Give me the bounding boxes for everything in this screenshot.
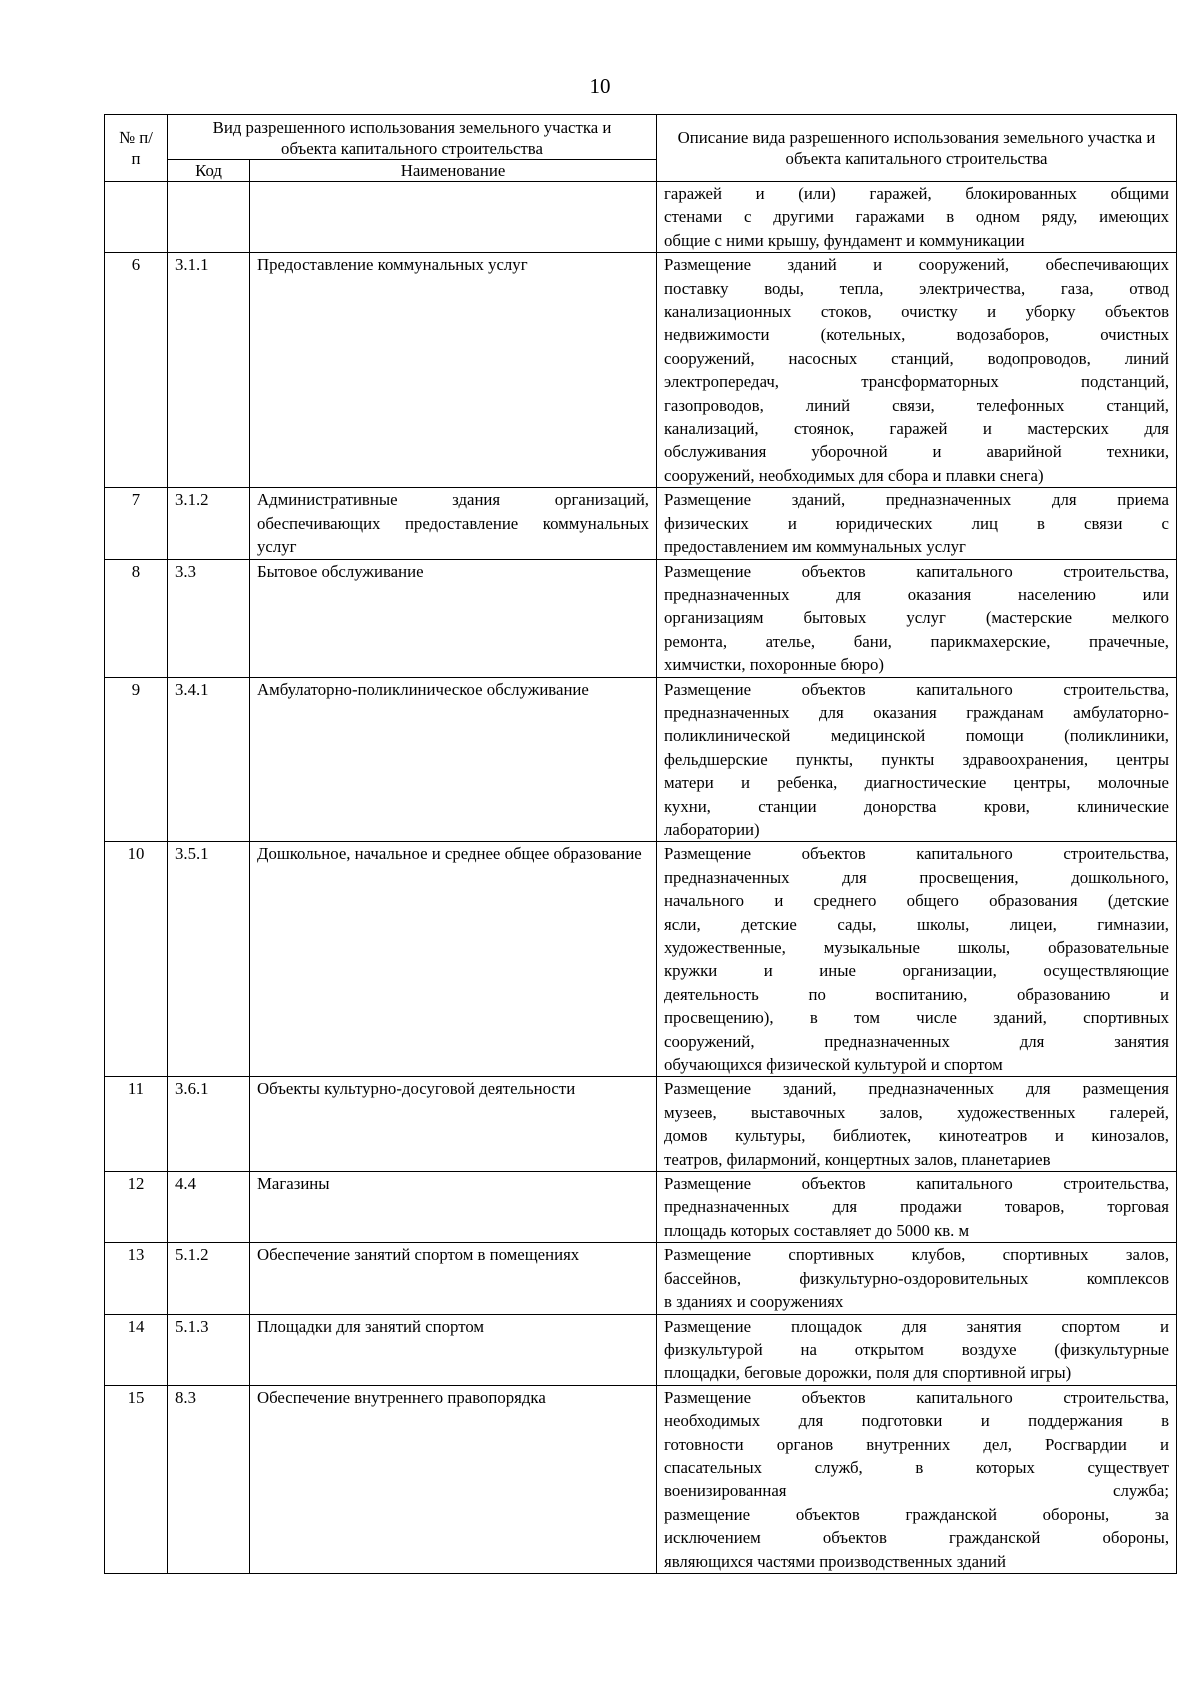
description-line: кружки и иные организации, осуществляющие: [664, 961, 1170, 981]
description-line: Размещение объектов капитального строительства,: [664, 1174, 1170, 1194]
row-code: [168, 182, 250, 253]
row-name: Амбулаторно-поликлиническое обслуживание: [250, 677, 657, 842]
description-line: недвижимости (котельных, водозаборов, очистных: [664, 325, 1170, 345]
description-line: Размещение зданий, предназначенных для размещения: [664, 1079, 1170, 1099]
description-line: Размещение зданий, предназначенных для приема: [664, 490, 1170, 510]
description-line: предоставлением им коммунальных услуг: [664, 537, 966, 557]
description-line: лаборатории): [664, 819, 760, 839]
description-line: сооружений, предназначенных для занятия: [664, 1031, 1170, 1051]
description-line: фельдшерские пункты, пункты здравоохранения, центры: [664, 749, 1170, 769]
row-number: 9: [105, 677, 168, 842]
description-line: предназначенных для просвещения, дошкольного,: [664, 867, 1170, 887]
description-line: Размещение площадок для занятия спортом и: [664, 1316, 1170, 1336]
description-line: домов культуры, библиотек, кинотеатров и кинозалов,: [664, 1126, 1170, 1146]
row-name: Бытовое обслуживание: [250, 559, 657, 677]
row-description: [657, 253, 1177, 488]
description-line: Размещение спортивных клубов, спортивных залов,: [664, 1245, 1170, 1265]
table-row: [105, 182, 1177, 253]
description-line: сооружений, необходимых для сбора и плавки снега): [664, 465, 1044, 485]
description-line: стенами с другими гаражами в одном ряду, имеющих: [664, 207, 1170, 227]
row-description: [657, 677, 1177, 842]
description-line: музеев, выставочных залов, художественных галерей,: [664, 1102, 1170, 1122]
row-name: Дошкольное, начальное и среднее общее образование: [250, 842, 657, 1077]
description-line: Размещение зданий и сооружений, обеспечивающих: [664, 255, 1170, 275]
row-name: [250, 182, 657, 253]
description-line: ремонта, ателье, бани, парикмахерские, прачечные,: [664, 631, 1170, 651]
row-number: 14: [105, 1314, 168, 1385]
row-name: Предоставление коммунальных услуг: [250, 253, 657, 488]
description-line: просвещению), в том числе зданий, спортивных: [664, 1008, 1170, 1028]
table-row: [105, 677, 1177, 842]
description-line: начального и среднего общего образования (детские: [664, 891, 1170, 911]
table-row: [105, 253, 1177, 488]
row-name: Обеспечение внутреннего правопорядка: [250, 1385, 657, 1573]
description-line: Размещение объектов капитального строительства,: [664, 844, 1170, 864]
description-line: физических и юридических лиц в связи с: [664, 513, 1170, 533]
description-line: являющихся частями производственных зданий: [664, 1551, 1006, 1571]
row-name: Объекты культурно-досуговой деятельности: [250, 1077, 657, 1172]
description-line: матери и ребенка, диагностические центры, молочные: [664, 773, 1170, 793]
description-line: предназначенных для продажи товаров, торговая: [664, 1197, 1170, 1217]
description-line: гаражей и (или) гаражей, блокированных общими: [664, 184, 1170, 203]
row-description: [657, 1314, 1177, 1385]
description-line: Размещение объектов капитального строительства,: [664, 1387, 1170, 1407]
description-line: Размещение объектов капитального строительства,: [664, 561, 1170, 581]
row-description: [657, 1077, 1177, 1172]
description-line: площадь которых составляет до 5000 кв. м: [664, 1220, 970, 1240]
row-code: 3.4.1: [168, 677, 250, 842]
description-line: организациям бытовых услуг (мастерские мелкого: [664, 608, 1170, 628]
row-description: [657, 182, 1177, 253]
description-line: химчистки, похоронные бюро): [664, 655, 884, 675]
row-name: Обеспечение занятий спортом в помещениях: [250, 1243, 657, 1314]
table-row: [105, 559, 1177, 677]
description-line: предназначенных для оказания гражданам амбулаторно-: [664, 702, 1170, 722]
description-line: ясли, детские сады, школы, лицеи, гимназии,: [664, 914, 1170, 934]
page-number: 10: [589, 74, 611, 98]
description-line: обучающихся физической культурой и спортом: [664, 1055, 1003, 1075]
row-number: 13: [105, 1243, 168, 1314]
land-use-table: [104, 114, 1177, 1574]
row-name: Административные здания организаций, обеспечивающих предоставление коммунальных услуг: [250, 488, 657, 559]
row-code: 5.1.2: [168, 1243, 250, 1314]
description-line: поставку воды, тепла, электричества, газа, отвод: [664, 278, 1170, 298]
row-code: 4.4: [168, 1172, 250, 1243]
table-row: [105, 842, 1177, 1077]
table-row: [105, 1314, 1177, 1385]
row-description: [657, 488, 1177, 559]
description-line: канализационных стоков, очистку и уборку объектов: [664, 302, 1170, 322]
row-description: [657, 559, 1177, 677]
header-num: № п/п: [105, 115, 168, 182]
description-line: военизированная служба;: [664, 1481, 1170, 1501]
description-line: бассейнов, физкультурно-оздоровительных комплексов: [664, 1268, 1170, 1288]
row-number: 6: [105, 253, 168, 488]
row-name: Магазины: [250, 1172, 657, 1243]
description-line: поликлинической медицинской помощи (поликлиники,: [664, 726, 1170, 746]
description-line: обслуживания уборочной и аварийной техники,: [664, 442, 1170, 462]
row-name: Площадки для занятий спортом: [250, 1314, 657, 1385]
row-number: 12: [105, 1172, 168, 1243]
description-line: художественные, музыкальные школы, образовательные: [664, 938, 1170, 957]
table-body: [105, 182, 1177, 1574]
row-code: 3.1.2: [168, 488, 250, 559]
description-line: деятельность по воспитанию, образованию и: [664, 984, 1170, 1004]
description-line: театров, филармоний, концертных залов, планетариев: [664, 1149, 1051, 1169]
row-number: [105, 182, 168, 253]
description-line: размещение объектов гражданской обороны, за: [664, 1504, 1170, 1524]
description-line: исключением объектов гражданской обороны,: [664, 1528, 1170, 1548]
description-line: кухни, станции донорства крови, клинические: [664, 796, 1170, 816]
row-description: [657, 1172, 1177, 1243]
description-line: электропередач, трансформаторных подстанций,: [664, 372, 1170, 392]
description-line: Размещение объектов капитального строительства,: [664, 679, 1170, 699]
header-code: Код: [168, 160, 250, 182]
row-description: [657, 1243, 1177, 1314]
row-code: 3.3: [168, 559, 250, 677]
description-line: газопроводов, линий связи, телефонных станций,: [664, 395, 1170, 415]
row-number: 8: [105, 559, 168, 677]
row-description: [657, 1385, 1177, 1573]
header-description: Описание вида разрешенного использования земельного участка и объекта капитального строительства: [657, 115, 1177, 182]
description-line: канализаций, стоянок, гаражей и мастерских для: [664, 419, 1170, 439]
row-code: 3.6.1: [168, 1077, 250, 1172]
table-row: [105, 1243, 1177, 1314]
table-row: [105, 488, 1177, 559]
table-row: [105, 1172, 1177, 1243]
description-line: спасательных служб, в которых существует: [664, 1457, 1170, 1477]
description-line: общие с ними крышу, фундамент и коммуникации: [664, 230, 1025, 250]
row-code: 3.1.1: [168, 253, 250, 488]
row-number: 11: [105, 1077, 168, 1172]
description-line: физкультурой на открытом воздухе (физкультурные: [664, 1339, 1170, 1359]
row-number: 15: [105, 1385, 168, 1573]
row-number: 10: [105, 842, 168, 1077]
row-code: 8.3: [168, 1385, 250, 1573]
description-line: необходимых для подготовки и поддержания в: [664, 1411, 1170, 1431]
description-line: площадки, беговые дорожки, поля для спортивной игры): [664, 1363, 1072, 1383]
description-line: предназначенных для оказания населению или: [664, 584, 1170, 604]
header-name: Наименование: [250, 160, 657, 182]
description-line: в зданиях и сооружениях: [664, 1292, 844, 1312]
row-code: 3.5.1: [168, 842, 250, 1077]
row-description: [657, 842, 1177, 1077]
row-number: 7: [105, 488, 168, 559]
row-code: 5.1.3: [168, 1314, 250, 1385]
description-line: готовности органов внутренних дел, Росгвардии и: [664, 1434, 1170, 1454]
description-line: сооружений, насосных станций, водопроводов, линий: [664, 348, 1170, 368]
table-row: [105, 1077, 1177, 1172]
table-row: [105, 1385, 1177, 1573]
header-group: Вид разрешенного использования земельного участка и объекта капитального строительства: [168, 115, 657, 160]
